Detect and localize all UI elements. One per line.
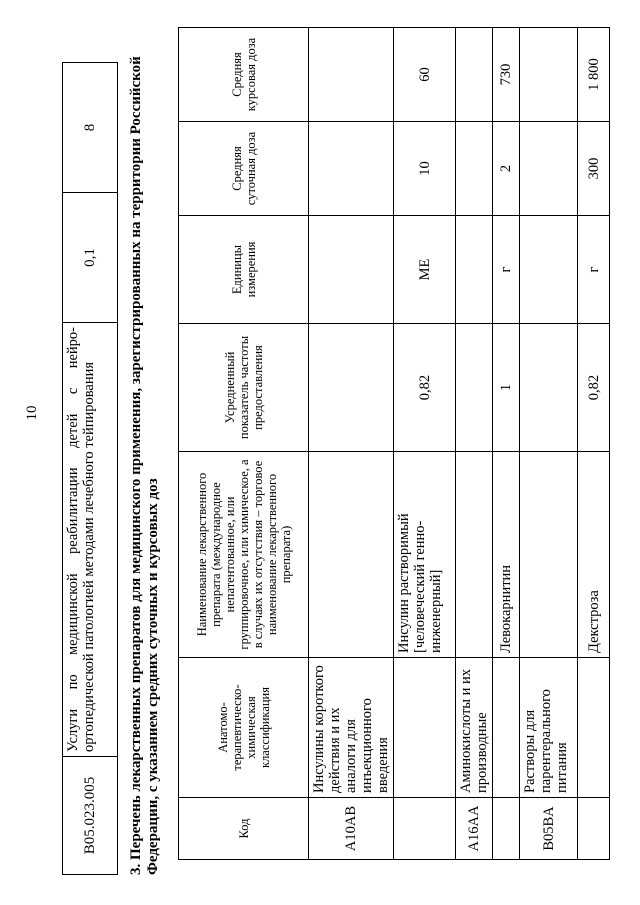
header-daily-dose: Средняя суточная доза xyxy=(179,122,309,216)
row-daily-dose: 300 xyxy=(578,122,610,216)
row-code xyxy=(578,798,610,860)
service-code: B05.023.005 xyxy=(63,757,118,875)
row-atc xyxy=(578,658,610,798)
drug-table xyxy=(178,27,610,860)
row-daily-dose: 10 xyxy=(394,122,456,216)
header-code: Код xyxy=(179,798,309,860)
row-atc: Растворы для парентерального питания xyxy=(520,658,578,798)
table-row xyxy=(456,28,493,860)
table-row xyxy=(520,28,578,860)
row-daily-dose xyxy=(520,122,578,216)
row-code: A16AA xyxy=(456,798,493,860)
row-frequency: 1 xyxy=(493,324,520,452)
row-units: МЕ xyxy=(394,216,456,324)
table-row xyxy=(309,28,394,860)
row-frequency xyxy=(456,324,493,452)
table-row xyxy=(63,63,118,875)
page-number: 10 xyxy=(24,405,40,421)
row-units xyxy=(309,216,394,324)
row-drug xyxy=(520,452,578,658)
row-frequency xyxy=(520,324,578,452)
row-atc: Аминокислоты и их производные xyxy=(456,658,493,798)
row-drug: Левокарнитин xyxy=(493,452,520,658)
table-row xyxy=(493,28,520,860)
row-drug xyxy=(456,452,493,658)
header-course-dose: Средняя курсовая доза xyxy=(179,28,309,122)
row-code: A10AB xyxy=(309,798,394,860)
row-frequency xyxy=(309,324,394,452)
row-frequency: 0,82 xyxy=(394,324,456,452)
row-atc xyxy=(493,658,520,798)
row-code xyxy=(493,798,520,860)
row-course-dose: 730 xyxy=(493,28,520,122)
row-drug: Декстроза xyxy=(578,452,610,658)
row-daily-dose xyxy=(309,122,394,216)
header-drug-name: Наименование лекарственного препарата (международное непатентованное, или группировочное, или химическое, а в случаях их отсутствия – торговое наименование лекарственного препарата) xyxy=(179,452,309,658)
row-units xyxy=(456,216,493,324)
row-atc xyxy=(394,658,456,798)
row-drug xyxy=(309,452,394,658)
table-row xyxy=(578,28,610,860)
table-header-row xyxy=(179,28,309,860)
row-units: г xyxy=(493,216,520,324)
row-course-dose: 60 xyxy=(394,28,456,122)
service-description: Услуги по медицинской реабилитации детей с нейро-ортопедической патологией методами лечебного тейпирования xyxy=(63,323,118,757)
row-course-dose xyxy=(309,28,394,122)
row-course-dose xyxy=(456,28,493,122)
row-units xyxy=(520,216,578,324)
row-course-dose: 1 800 xyxy=(578,28,610,122)
row-code xyxy=(394,798,456,860)
row-drug: Инсулин растворимый [человеческий генно-инженерный] xyxy=(394,452,456,658)
table-row xyxy=(394,28,456,860)
service-multiplicity: 8 xyxy=(63,63,118,193)
row-daily-dose: 2 xyxy=(493,122,520,216)
service-table xyxy=(62,62,118,875)
section-heading: 3. Перечень лекарственных препаратов для медицинского применения, зарегистрированных на территории Российской Федерации, с указанием средних суточных и курсовых доз xyxy=(128,56,161,875)
row-atc: Инсулины короткого действия и их аналоги для инъекционного введения xyxy=(309,658,394,798)
header-atc: Анатомо-терапевтическо-химическая классификация xyxy=(179,658,309,798)
row-course-dose xyxy=(520,28,578,122)
row-code: B05BA xyxy=(520,798,578,860)
header-units: Единицы измерения xyxy=(179,216,309,324)
service-frequency: 0,1 xyxy=(63,193,118,323)
row-frequency: 0,82 xyxy=(578,324,610,452)
row-daily-dose xyxy=(456,122,493,216)
row-units: г xyxy=(578,216,610,324)
header-frequency: Усредненный показатель частоты предоставления xyxy=(179,324,309,452)
